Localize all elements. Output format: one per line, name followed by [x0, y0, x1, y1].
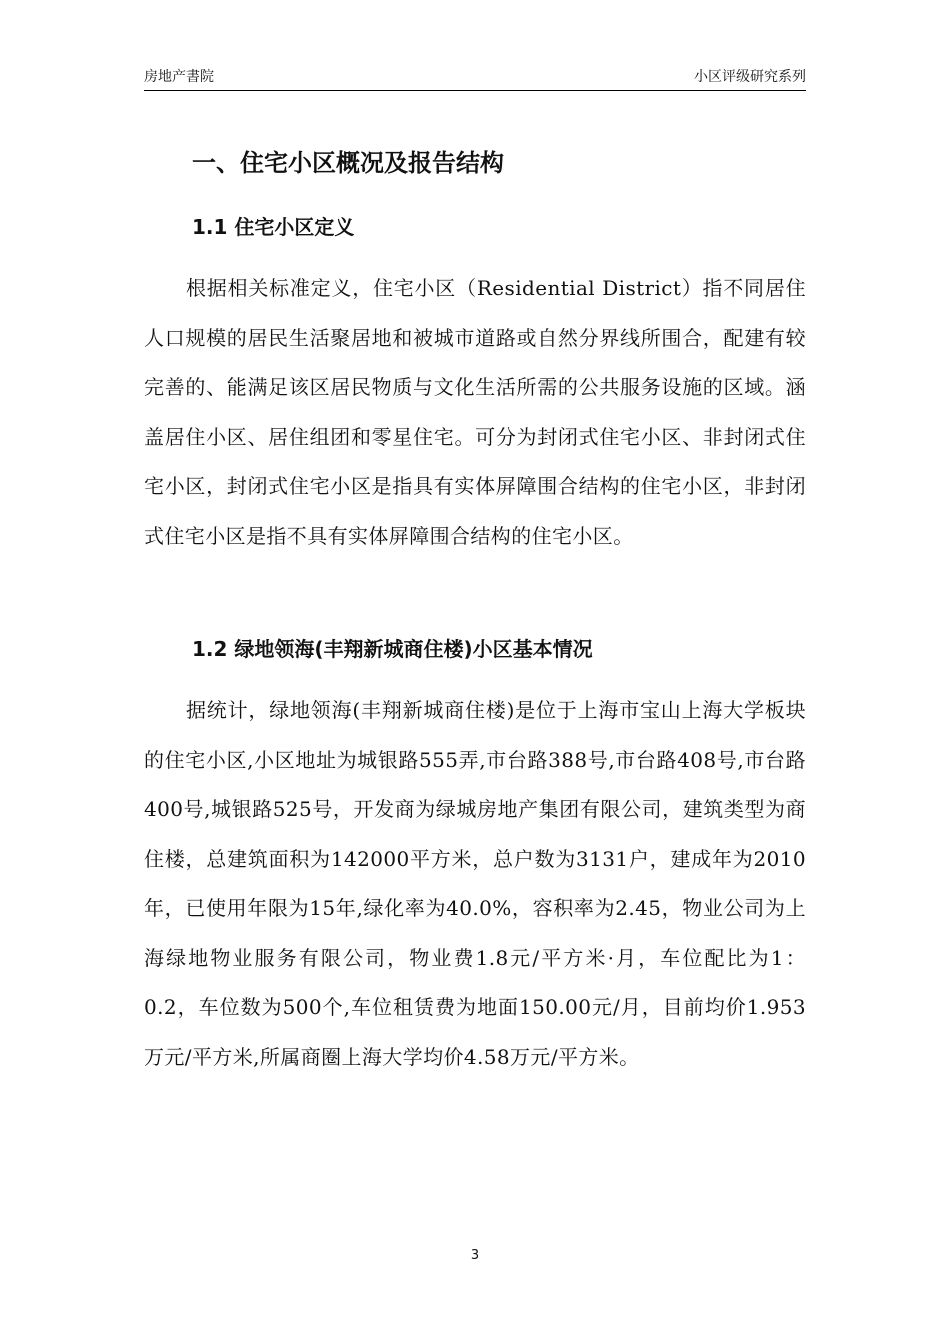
basic-info-paragraph: 据统计，绿地领海(丰翔新城商住楼)是位于上海市宝山上海大学板块的住宅小区,小区地址为城银路555弄,市台路388号,市台路408号,市台路400号,城银路525号，开发商为绿城房地产集团有限公司，建筑类型为商住楼，总建筑面积为142000平方米，总户数为3131户，建成年为2010年，已使用年限为15年,绿化率为40.0%，容积率为2.45，物业公司为上海绿地物业服务有限公司，物业费1.8元/平方米·月，车位配比为1：0.2，车位数为500个,车位租赁费为地面150.00元/月，目前均价1.953万元/平方米,所属商圈上海大学均价4.58万元/平方米。	[144, 698, 806, 1069]
subsection-title-basic-info: 1.2 绿地领海(丰翔新城商住楼)小区基本情况	[192, 637, 593, 661]
header-series-title: 小区评级研究系列	[694, 69, 806, 85]
page-header	[144, 66, 806, 91]
subsection-title-definition: 1.1 住宅小区定义	[192, 215, 355, 239]
page-number: 3	[470, 1248, 480, 1263]
definition-paragraph: 根据相关标准定义，住宅小区（Residential District）指不同居住人口规模的居民生活聚居地和被城市道路或自然分界线所围合，配建有较完善的、能满足该区居民物质与文化生活所需的公共服务设施的区域。涵盖居住小区、居住组团和零星住宅。可分为封闭式住宅小区、非封闭式住宅小区，封闭式住宅小区是指具有实体屏障围合结构的住宅小区，非封闭式住宅小区是指不具有实体屏障围合结构的住宅小区。	[144, 276, 806, 548]
section-title: 一、住宅小区概况及报告结构	[192, 149, 504, 177]
header-publisher: 房地产書院	[144, 69, 214, 85]
